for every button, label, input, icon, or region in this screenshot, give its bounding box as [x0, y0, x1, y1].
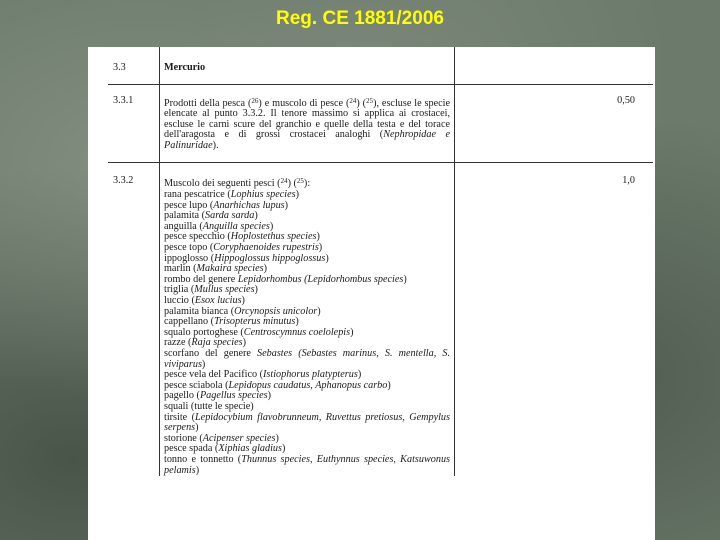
- list-item: triglia (Mullus species): [164, 284, 258, 296]
- list-item: razze (Raja species): [164, 337, 247, 349]
- list-item: tirsite (Lepidocybium flavobrunneum, Ruvettus pretiosus, Gempylus serpens): [164, 411, 450, 434]
- list-item: rombo del genere Lepidorhombus (Lepidorhombus species): [164, 273, 407, 285]
- list-item: palamita (Sarda sarda): [164, 210, 258, 222]
- footnote-ref: 24: [280, 177, 288, 186]
- list-item: pesce spada (Xiphias gladius): [164, 443, 286, 455]
- footnote-ref: 26: [251, 96, 259, 105]
- list-item: anguilla (Anguilla species): [164, 220, 274, 232]
- slide-title: Reg. CE 1881/2006: [276, 8, 444, 29]
- regulation-table: [108, 47, 653, 476]
- footnote-ref: 24: [349, 96, 357, 105]
- limit-value: 0,50: [455, 84, 654, 163]
- species-intro: Muscolo dei seguenti pesci ($^{24}$) ($^{25}$):: [164, 177, 311, 190]
- table-row: [108, 84, 653, 163]
- document-page: [88, 47, 655, 540]
- list-item: pesce topo (Coryphaenoides rupestris): [164, 242, 323, 254]
- list-item: marlin (Makaira species): [164, 263, 268, 275]
- row-code: 3.3.1: [108, 84, 160, 163]
- limit-value: 1,0: [622, 175, 635, 187]
- list-item: rana pescatrice (Lophius species): [164, 189, 299, 201]
- table-row: [108, 163, 653, 476]
- footnote-ref: 25: [366, 96, 374, 105]
- row-description: [160, 163, 455, 476]
- list-item: squalo portoghese (Centroscymnus coelolepis): [164, 326, 354, 338]
- list-item: palamita bianca (Orcynopsis unicolor): [164, 305, 321, 317]
- list-item: storione (Acipenser species): [164, 432, 279, 444]
- list-item: pesce vela del Pacifico (Istiophorus platypterus): [164, 369, 362, 381]
- list-item: scorfano del genere Sebastes (Sebastes marinus, S. mentella, S. viviparus): [164, 347, 450, 370]
- list-item: luccio (Esox lucius): [164, 295, 245, 306]
- row-code: 3.3.2: [108, 163, 160, 476]
- list-item: tonno e tonnetto (Thunnus species, Euthynnus species, Katsuwonus pelamis): [164, 453, 451, 476]
- section-heading: Mercurio: [160, 47, 455, 84]
- list-item: ippoglosso (Hippoglossus hippoglossus): [164, 252, 329, 264]
- species-list: [164, 190, 450, 476]
- list-item: cappellano (Trisopterus minutus): [164, 316, 299, 328]
- list-item: squali (tutte le specie): [164, 400, 254, 412]
- list-item: pagello (Pagellus species): [164, 390, 271, 402]
- table-row: [108, 47, 653, 84]
- list-item: pesce specchio (Hoplostethus species): [164, 231, 320, 243]
- section-code: 3.3: [108, 47, 160, 84]
- footnote-ref: 25: [296, 177, 304, 186]
- list-item: pesce sciabola (Lepidopus caudatus, Aphanopus carbo): [164, 379, 391, 391]
- list-item: pesce lupo (Anarhichas lupus): [164, 199, 289, 211]
- limit-cell: [455, 47, 654, 84]
- row-description: Prodotti della pesca ($^{26}$) e muscolo di pesce ($^{24}$) ($^{25}$), escluse le specie elencate al punto 3.3.2. Il tenore massimo si applica ai crostacei, escluse le carni scure del granchio e quelle della testa e del torace dell'aragosta e di grossi crostacei analoghi (Nephropidae e Palinuridae).: [160, 84, 455, 163]
